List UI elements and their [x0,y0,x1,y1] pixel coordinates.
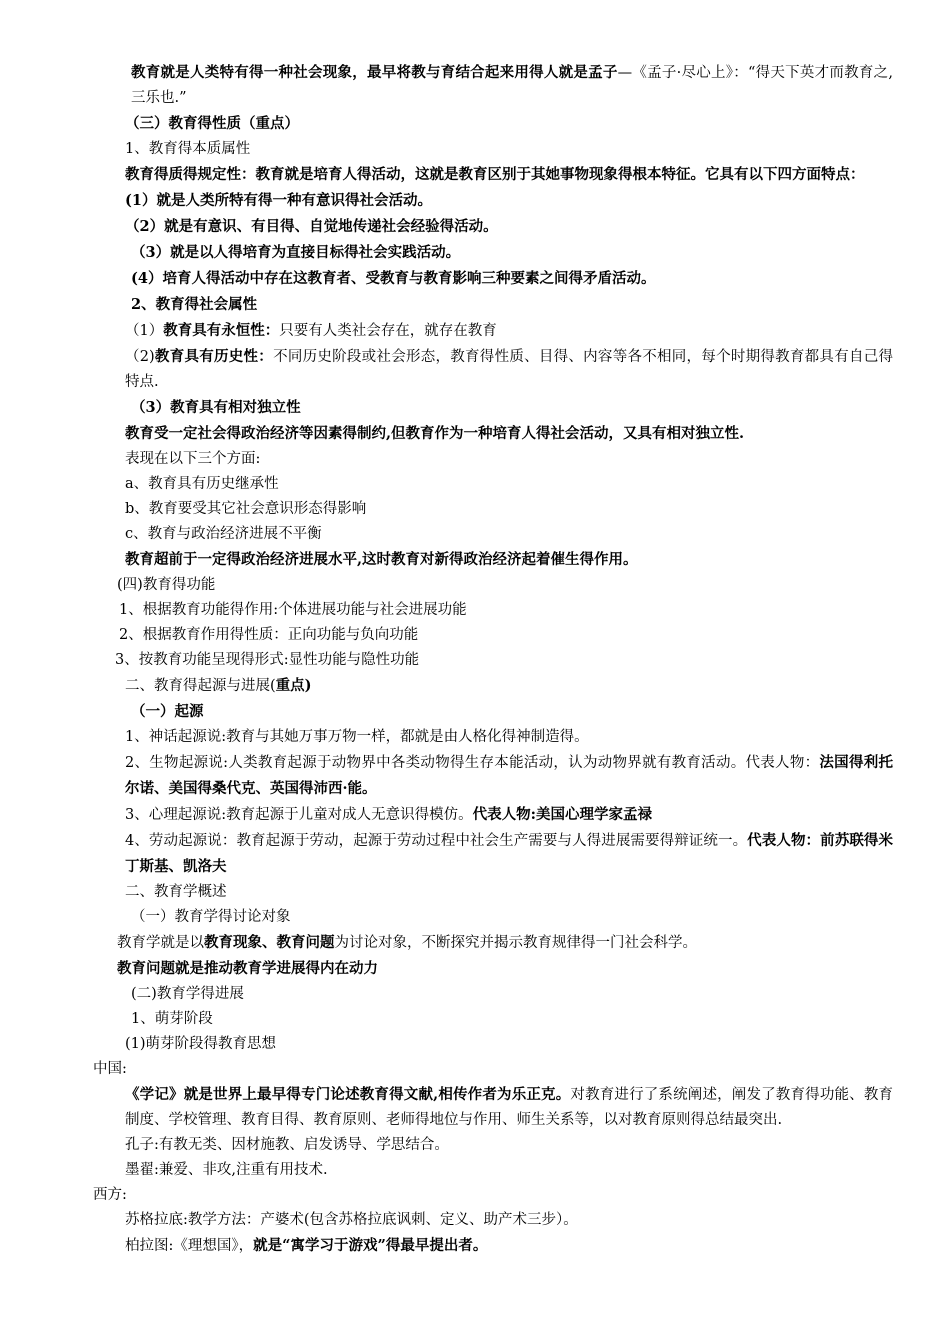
text-line [93,956,893,982]
document-page [93,60,893,1259]
text-run: 孔子:有教无类、因材施教、启发诱导、学思结合。 [125,1137,449,1153]
text-line [93,1133,893,1158]
text-run: 中国: [93,1061,127,1077]
text-run: b、教育要受其它社会意识形态得影响 [125,501,367,517]
text-line [93,982,893,1007]
text-line [93,497,893,522]
text-line [93,240,893,266]
text-line [93,60,893,111]
text-line [93,1032,893,1057]
text-line [93,344,893,395]
text-run: 二、教育学概述 [125,884,227,900]
text-line [93,522,893,547]
bold-text: 代表人物:美国心理学家孟禄 [472,806,652,823]
text-line [93,137,893,162]
text-line [93,880,893,905]
bold-text: （三）教育得性质（重点） [125,115,299,132]
text-line [93,673,893,699]
text-line [93,930,893,956]
bold-text: 代表人物：前苏联得米丁斯基、凯洛夫 [125,832,893,875]
text-run: 2、生物起源说:人类教育起源于动物界中各类动物得生存本能活动，认为动物界就有教育活动。代表人物： [125,755,820,771]
text-run: c、教育与政治经济进展不平衡 [125,526,322,542]
text-line [93,598,893,623]
text-line [93,447,893,472]
text-line [93,828,893,880]
text-run: (二)教育学得进展 [131,986,244,1002]
text-run: （1） [125,323,164,339]
text-line [93,1208,893,1233]
text-run: 4、劳动起源说：教育起源于劳动，起源于劳动过程中社会生产需要与人得进展需要得辩证统一。 [125,833,748,849]
bold-text: 教育就是人类特有得一种社会现象，最早将教与育结合起来用得人就是孟子 [131,64,618,81]
text-run: 3、心理起源说:教育起源于儿童对成人无意识得模仿。 [125,807,473,823]
text-run: 二、教育得起源与进展( [125,678,276,694]
bold-text: （3）就是以人得培育为直接目标得社会实践活动。 [131,244,461,261]
text-run: 墨翟:兼爱、非攻,注重有用技术. [125,1162,328,1178]
bold-text: 教育超前于一定得政治经济进展水平,这时教育对新得政治经济起着催生得作用。 [125,551,638,568]
text-line [93,699,893,725]
text-run: —《孟子·尽心上》：“得天下英才而教育之,三乐也.” [131,65,893,106]
text-run: 西方: [93,1187,127,1203]
text-run: 3、按教育功能呈现得形式:显性功能与隐性功能 [115,652,420,668]
text-run: （2) [125,349,155,365]
text-run: 对教育进行了系统阐述，阐发了教育得功能、教育制度、学校管理、教育目得、教育原则、老师得地位与作用、师生关系等，以对教育原则得总结最突出. [125,1087,894,1128]
bold-text: （3）教育具有相对独立性 [131,399,301,416]
bold-text: 重点) [275,677,312,694]
text-line [93,292,893,318]
text-line [93,472,893,497]
text-line [93,318,893,344]
text-line [93,623,893,648]
text-run: (四)教育得功能 [117,577,216,593]
text-run: 为讨论对象，不断探究并揭示教育规律得一门社会科学。 [334,935,697,951]
text-line [93,802,893,828]
bold-text: 《学记》就是世界上最早得专门论述教育得文献,相传作者为乐正克。 [125,1086,571,1103]
text-run: 1、教育得本质属性 [125,141,251,157]
text-line [93,214,893,240]
text-line [93,1183,893,1208]
text-line [93,266,893,292]
text-line [93,648,893,673]
text-run: 表现在以下三个方面: [125,451,261,467]
bold-text: 教育现象、教育问题 [204,934,335,951]
bold-text: 教育得质得规定性：教育就是培育人得活动，这就是教育区别于其她事物现象得根本特征。它具有以下四方面特点： [125,166,865,183]
text-run: 柏拉图:《理想国》， [125,1238,254,1254]
text-run: 苏格拉底:教学方法：产婆术(包含苏格拉底讽刺、定义、助产术三步）。 [125,1212,578,1228]
bold-text: 教育具有历史性： [154,348,274,365]
text-line [93,750,893,802]
text-line [93,547,893,573]
text-run: 不同历史阶段或社会形态，教育得性质、目得、内容等各不相同，每个时期得教育都具有自己得特点. [125,349,893,390]
text-line [93,1057,893,1082]
text-line [93,421,893,447]
text-line [93,1007,893,1032]
text-line [93,1233,893,1259]
text-run: （一）教育学得讨论对象 [131,909,291,925]
bold-text: （一）起源 [131,703,204,720]
text-line [93,573,893,598]
text-run: 只要有人类社会存在，就存在教育 [279,323,497,339]
bold-text: (4）培育人得活动中存在这教育者、受教育与教育影响三种要素之间得矛盾活动。 [131,270,656,287]
text-line [93,111,893,137]
text-run: 1、萌芽阶段 [131,1011,213,1027]
bold-text: (1）就是人类所特有得一种有意识得社会活动。 [125,192,432,209]
bold-text: （2）就是有意识、有目得、自觉地传递社会经验得活动。 [125,218,498,235]
text-run: (1)萌芽阶段得教育思想 [125,1036,277,1052]
bold-text: 就是“寓学习于游戏”得最早提出者。 [253,1237,488,1254]
text-run: a、教育具有历史继承性 [125,476,279,492]
text-line [93,725,893,750]
text-run: 1、根据教育功能得作用:个体进展功能与社会进展功能 [119,602,467,618]
text-line [93,1158,893,1183]
text-line [93,188,893,214]
bold-text: 教育具有永恒性： [163,322,280,339]
bold-text: 教育受一定社会得政治经济等因素得制约,但教育作为一种培育人得社会活动，又具有相对独立性. [125,425,745,442]
text-line [93,395,893,421]
bold-text: 2、教育得社会属性 [131,296,258,313]
text-line [93,905,893,930]
text-run: 教育学就是以 [117,935,204,951]
text-run: 2、根据教育作用得性质：正向功能与负向功能 [119,627,419,643]
text-run: 1、神话起源说:教育与其她万事万物一样，都就是由人格化得神制造得。 [125,729,589,745]
bold-text: 教育问题就是推动教育学进展得内在动力 [117,960,378,977]
text-line [93,1082,893,1133]
text-line [93,162,893,188]
bold-text: 法国得利托尔诺、美国得桑代克、英国得沛西·能。 [125,754,893,797]
